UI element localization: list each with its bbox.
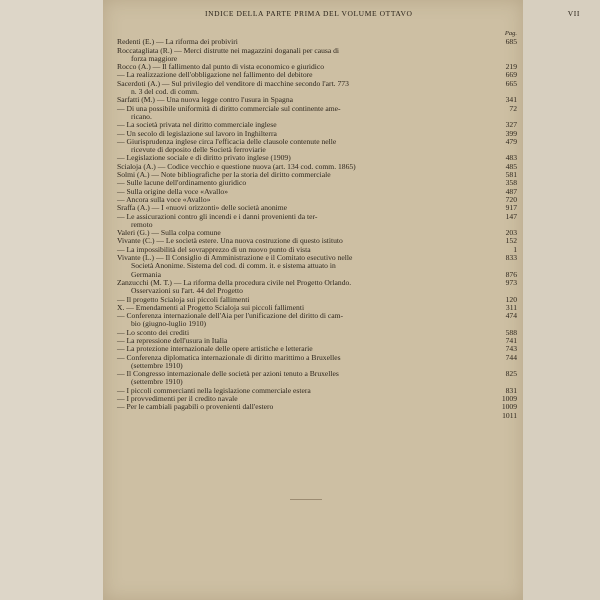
page-number: VII [567,9,580,18]
toc-entry-text: — Giurisprudenza inglese circa l'efficacia delle clausole contenute nelle [117,136,337,146]
toc-entry-text: forza maggiore [131,53,178,63]
toc-entry-page: 327 [505,120,517,130]
toc-entry-text: — Sulla origine della voce «Avallo» [117,186,228,196]
toc-entry-page: 311 [505,302,517,312]
left-margin [0,0,103,600]
toc-entry [117,213,517,221]
toc-entry-text: — La repressione dell'usura in Italia [117,335,228,345]
toc-entry-text: — La impossibilità del sovrapprezzo di un nuovo punto di vista [117,244,311,254]
toc-entry [117,412,517,420]
toc-entry-page: 741 [505,335,517,345]
toc-entry-text: remoto [131,219,153,229]
toc-entry-text: — La società privata nel diritto commerciale inglese [117,120,277,130]
toc-entry-text: Redenti (E.) — La riforma dei probiviri [117,37,238,47]
toc-entry-text: Roccatagliata (R.) — Merci distrutte nei magazzini doganali per causa di [117,45,340,55]
toc-entry-text: Sacerdoti (A.) — Sul privilegio del venditore di macchine secondo l'art. 773 [117,78,349,88]
toc-entry-text: Scialoja (A.) — Codice vecchio e questione nuova (art. 134 cod. comm. 1865) [117,161,356,171]
toc-entry-page: 831 [505,385,517,395]
toc-entry-page: 72 [509,103,517,113]
toc-entry-text: X. — Emendamenti al Progetto Scialoja sui piccoli fallimenti [117,302,305,312]
toc-entry-page: 203 [505,228,517,238]
toc-entry-text: n. 3 del cod. di comm. [131,87,199,97]
toc-entry-text: — Conferenza diplomatica internazionale di diritto marittimo a Bruxelles [117,352,341,362]
toc-entry-text: (settembre 1910) [131,360,183,370]
toc-entry-text: (settembre 1910) [131,377,183,387]
toc-entry-text: — Legislazione sociale e di diritto privato inglese (1909) [117,153,291,163]
toc-entry-text: — La realizzazione dell'obbligazione nel fallimento del debitore [117,70,313,80]
divider [290,499,322,500]
toc-entry-text: Sraffa (A.) — I «nuovi orizzonti» delle società anonime [117,203,288,213]
toc-entry-text: — Di una possibile uniformità di diritto commerciale sul continente ame- [117,103,341,113]
toc-entry-text: Rocco (A.) — Il fallimento dal punto di vista economico e giuridico [117,62,325,72]
toc-entry-page: 487 [505,186,517,196]
toc-entry-page: 665 [505,78,517,88]
toc-entry-page: 479 [505,136,517,146]
toc-entry-text: Sarfatti (M.) — Una nuova legge contro l'usura in Spagna [117,95,293,105]
toc-entry-page: 483 [505,153,517,163]
toc-entry-page: 358 [505,178,517,188]
right-margin [523,0,600,600]
toc-entry-text: Vivante (L.) — Il Consiglio di Amministrazione e il Comitato esecutivo nelle [117,253,353,263]
toc-entry-text: Solmi (A.) — Note bibliografiche per la storia del diritto commerciale [117,170,331,180]
toc-entry-text: — La protezione internazionale delle opere artistiche e letterarie [117,344,313,354]
toc-entry [117,47,517,55]
toc-entry-page: 152 [505,236,517,246]
toc-entry-text: ricano. [131,111,152,121]
toc-entry-text: ricevute di deposito delle Società ferroviarie [131,145,266,155]
toc-entry-page: 219 [505,62,517,72]
toc-entry-page: 474 [505,311,517,321]
toc-entry-page: 833 [505,253,517,263]
toc-entry-text: Osservazioni su l'art. 44 del Progetto [131,286,243,296]
toc-entry-text: — Ancora sulla voce «Avallo» [117,194,211,204]
toc-entry-page: 973 [505,277,517,287]
toc-entry-page: 743 [505,344,517,354]
toc-entry-page: 1009 [501,402,517,412]
toc-entry-text: — I provvedimenti per il credito navale [117,394,238,404]
toc-entry-text: bio (giugno-luglio 1910) [131,319,207,329]
toc-entry-page: 147 [505,211,517,221]
toc-entry-text: — Lo sconto dei crediti [117,327,190,337]
toc-entry-text: — Sulle lacune dell'ordinamento giuridico [117,178,247,188]
toc-entry-text: — Un secolo di legislazione sul lavoro in Inghilterra [117,128,277,138]
toc-entry-page: 485 [505,161,517,171]
pag-label: Pag. [504,30,517,37]
toc-entry-page: 1009 [501,394,517,404]
toc-entry-text: — I piccoli commercianti nella legislazione commerciale estera [117,385,311,395]
toc-entry-text: — Le assicurazioni contro gli incendi e i danni provenienti da ter- [117,211,318,221]
toc-entry-page: 876 [505,269,517,279]
toc-entry-page: 581 [505,170,517,180]
toc-entry-text: Valeri (G.) — Sulla colpa comune [117,228,221,238]
toc-entry-page: 1 [513,244,517,254]
toc-entry-page: 720 [505,194,517,204]
toc-entry-text: — Per le cambiali pagabili o provenienti dall'estero [117,402,274,412]
toc-entry-page: 744 [505,352,517,362]
toc-entry-page: 588 [505,327,517,337]
toc-entry [117,403,517,411]
toc-entry-text: — Il progetto Scialoja sui piccoli fallimenti [117,294,250,304]
toc-entry-text: Germania [131,269,161,279]
toc-entry-page: 685 [505,37,517,47]
toc-entry-page: 825 [505,369,517,379]
toc-entry-text: Vivante (C.) — Le società estere. Una nuova costruzione di questo istituto [117,236,343,246]
toc-entry-page: 917 [505,203,517,213]
table-of-contents [117,30,517,420]
toc-entry-page: 669 [505,70,517,80]
toc-entry-page: 120 [505,294,517,304]
toc-entry [117,105,517,113]
toc-entry-text: — Il Congresso internazionale delle società per azioni tenuto a Bruxelles [117,369,339,379]
toc-entry-page: 1011 [502,410,517,420]
toc-entry [117,262,517,270]
page-title: INDICE DELLA PARTE PRIMA DEL VOLUME OTTAVO [205,9,413,18]
toc-entry-text: — Conferenza internazionale dell'Aia per l'unificazione del diritto di cam- [117,311,344,321]
toc-entry-text: Zanzucchi (M. T.) — La riforma della procedura civile nel Progetto Orlando. [117,277,352,287]
toc-entry-page: 341 [505,95,517,105]
toc-entry-text: Società Anonime. Sistema del cod. di comm. it. e sistema attuato in [131,261,336,271]
toc-entry-page: 399 [505,128,517,138]
